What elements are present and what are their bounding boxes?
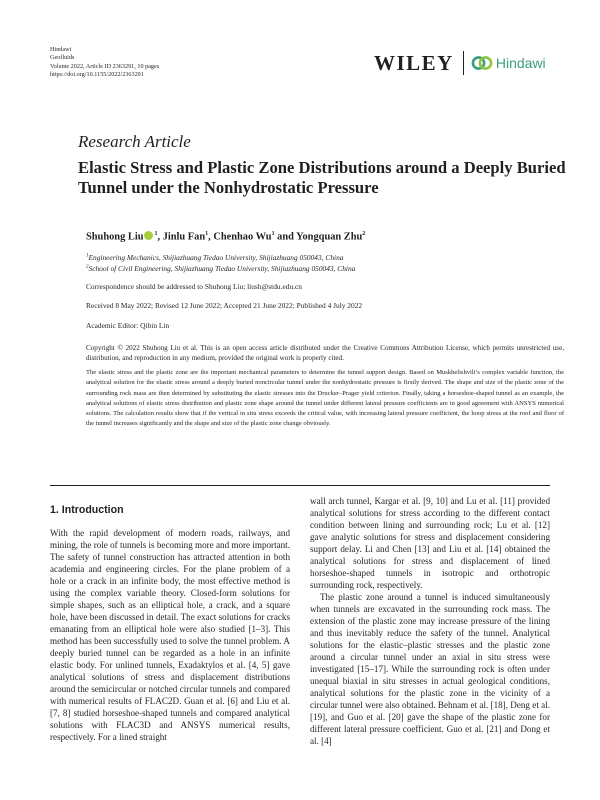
section-heading: 1. Introduction <box>50 504 124 516</box>
affiliation-1 <box>86 253 343 262</box>
author-separator: and <box>274 231 297 243</box>
author-affil-sup: 1 <box>205 231 209 237</box>
article-type: Research Article <box>78 132 191 151</box>
affiliation-2 <box>86 264 355 273</box>
body-paragraph: With the rapid development of modern roads, railways, and mining, the role of tunnels is becoming more and more important. The safety of tunnel construction has attracted attention in both academia and engineering circles. For the plane problem of a hole or a crack in an infinite body, the most effective method is using the complex variable theory. Closed-form solutions for simple shapes, such as an elliptical hole, a crack, and a square hole, have been discussed in detail. The exact solutions for cracks emanating from an elliptical hole were also studied [1–3]. This method has been successfully used to solve the tunnel problem. A deeply buried tunnel can be regarded as a hole in an infinite elastic body. For unlined tunnels, Exadaktylos et al. [4, 5] gave analytical solutions of stress and displacement distributions around the semicircular or notched circular tunnels and compared with numerical results of FLAC2D. Guan et al. [6] and Liu et al. [7, 8] studied horseshoe-shaped tunnels and compared analytical solutions with FLAC3D and ANSYS numerical results, respectively. For a lined straight <box>50 528 290 742</box>
hindawi-logo-icon <box>471 54 493 72</box>
body-paragraph: The plastic zone around a tunnel is induced simultaneously when tunnels are excavated in the surrounding rock mass. The extension of the plastic zone may increase pressure of the lining and thus inevitably reduce the safety of the tunnel. Analytical solutions for the elastic–plastic stresses and the plastic zone around a circular tunnel under an axial in situ stress were investigated [15–17]. While the surrounding rock is often under unequal biaxial in situ stresses in actual geological conditions, analytical solutions for the plastic zone in the vicinity of a circular tunnel were also obtained. Behnam et al. [18], Deng et al. [19], and Guo et al. [20] gave the shape of the plastic zone for different lateral pressure coefficient. Guo et al. [21] and Dong et al. [4] <box>310 592 550 746</box>
body-column-right <box>310 495 550 747</box>
abstract: The elastic stress and the plastic zone are the important mechanical parameters to determine the tunnel support design. Based on Muskhelishvili’s complex variable function, the analytical solution for the elastic stress around a deeply buried noncircular tunnel under the nonhydrostatic pressure is firstly derived. The shape and size of the plastic zone of the surrounding rock mass are then determined by substituting the elastic stresses into the Drucker–Prager yield criterion. Finally, taking a horseshoe-shaped tunnel as an example, the analytical solutions of elastic stress distribution and plastic zone shape around the tunnel under different lateral pressure coefficients are in good agreement with ANSYS numerical solutions. The calculation results show that if the vertical in situ stress exceeds the critical value, with increasing lateral pressure coefficient, the hoop stress at the roof and floor of the tunnel increases significantly and the shape and size of the plastic zone change obviously. <box>86 369 564 428</box>
section-divider <box>50 485 550 486</box>
affiliation-text: Engineering Mechanics, Shijiazhuang Tiedao University, Shijiazhuang 050043, China <box>88 253 344 262</box>
wiley-logo: WILEY <box>374 50 454 75</box>
journal-name: Geofluids <box>50 54 75 62</box>
author-name: Shuhong Liu <box>86 231 144 243</box>
affiliation-sup: 1 <box>86 253 89 259</box>
journal-meta <box>50 46 159 80</box>
publisher-name: Hindawi <box>50 46 72 53</box>
copyright-notice: Copyright © 2022 Shuhong Liu et al. This is an open access article distributed under the Creative Commons Attribution License, which permits unrestricted use, distribution, and reproduction in any medium, provided the original work is properly cited. <box>86 344 564 363</box>
body-paragraph: wall arch tunnel, Kargar et al. [9, 10] and Lu et al. [11] provided analytical solutions for stress according to the different contact condition between lining and surrounding rock; Lu et al. [12] gave analytic solutions for stress and displacement considering support delay. Li and Chen [13] and Liu et al. [14] obtained the analytical solutions for stress and displacement of lined horseshoe-shaped tunnels in isotropic and orthotropic surrounding rock, respectively. <box>310 496 550 590</box>
logo-divider <box>463 51 464 75</box>
affiliation-text: School of Civil Engineering, Shijiazhuang Tiedao University, Shijiazhuang 050043, China <box>88 264 356 273</box>
author-affil-sup: 1 <box>154 231 158 237</box>
volume-info: Volume 2022, Article ID 2363291, 10 pages <box>50 62 160 70</box>
paper-title: Elastic Stress and Plastic Zone Distributions around a Deeply Buried Tunnel under the Nonhydrostatic Pressure <box>78 158 566 197</box>
publisher-logos <box>374 50 546 76</box>
author-affil-sup: 1 <box>271 231 275 237</box>
doi-link[interactable]: https://doi.org/10.1155/2022/2363291 <box>50 71 144 79</box>
body-column-left <box>50 527 290 743</box>
author-separator: , <box>208 231 214 243</box>
correspondence: Correspondence should be addressed to Shuhong Liu; liush@stdu.edu.cn <box>86 282 302 291</box>
orcid-icon[interactable] <box>144 231 153 240</box>
author-name: Yongquan Zhu <box>296 231 363 243</box>
author-list <box>86 231 365 242</box>
author-name: Jinlu Fan <box>162 231 206 243</box>
author-separator: , <box>157 231 163 243</box>
author-affil-sup: 2 <box>362 231 366 237</box>
author-name: Chenhao Wu <box>213 231 272 243</box>
affiliation-sup: 2 <box>86 264 89 270</box>
hindawi-logo-text: Hindawi <box>495 55 546 71</box>
academic-editor: Academic Editor: Qibin Lin <box>86 321 170 330</box>
publication-dates: Received 8 May 2022; Revised 12 June 2022; Accepted 21 June 2022; Published 4 July 2022 <box>86 301 363 310</box>
